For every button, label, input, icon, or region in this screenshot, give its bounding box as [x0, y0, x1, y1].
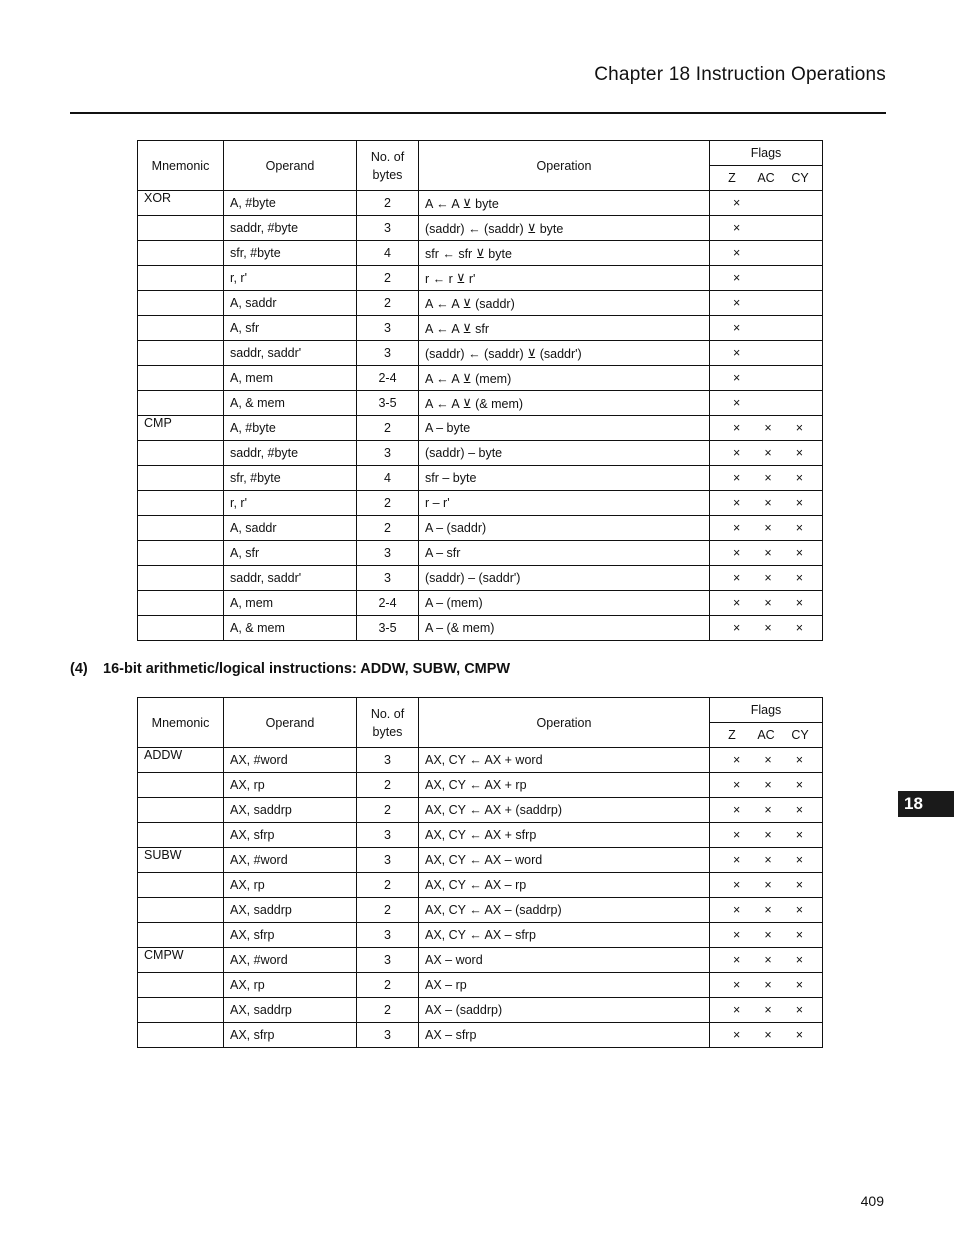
operand-cell: AX, saddrp	[224, 798, 357, 823]
flag-cy-value: ×	[795, 596, 804, 610]
flag-ac-value	[753, 371, 783, 385]
bytes-cell: 2	[357, 873, 419, 898]
flag-z-value: ×	[732, 446, 741, 460]
header-flag-columns	[710, 723, 823, 748]
bytes-cell: 3	[357, 848, 419, 873]
flag-ac-value: ×	[764, 778, 772, 792]
page-header-title: Chapter 18 Instruction Operations	[594, 64, 886, 85]
flag-cy-value: ×	[795, 546, 804, 560]
flag-cy-value: ×	[795, 978, 804, 992]
bytes-cell: 2	[357, 973, 419, 998]
operation-cell: AX – sfrp	[419, 1023, 710, 1048]
operand-cell: AX, sfrp	[224, 923, 357, 948]
flag-ac-value: ×	[764, 521, 772, 535]
operand-cell: A, & mem	[224, 616, 357, 641]
table-row	[138, 898, 823, 923]
header-operand: Operand	[224, 698, 357, 748]
mnemonic-cell	[138, 998, 224, 1023]
page-number: 409	[860, 1193, 884, 1209]
bytes-cell: 3	[357, 341, 419, 366]
flag-ac-value: ×	[764, 546, 772, 560]
operation-cell: r – r'	[419, 491, 710, 516]
operation-cell: A ← A ⊻ (& mem)	[419, 391, 710, 416]
header-flag-z: Z	[728, 728, 736, 742]
header-flag-cy: CY	[791, 171, 809, 185]
operation-cell: AX – word	[419, 948, 710, 973]
flag-cy-value	[783, 246, 816, 260]
flag-z-value: ×	[732, 296, 741, 310]
table-row	[138, 391, 823, 416]
table-row	[138, 923, 823, 948]
mnemonic-cell	[138, 341, 224, 366]
operand-cell: A, mem	[224, 591, 357, 616]
table-row	[138, 316, 823, 341]
table-row	[138, 541, 823, 566]
mnemonic-cell: CMP	[138, 416, 224, 441]
flag-ac-value	[753, 321, 783, 335]
bytes-cell: 3	[357, 216, 419, 241]
flags-cell	[710, 848, 823, 873]
operation-cell: (saddr) ← (saddr) ⊻ byte	[419, 216, 710, 241]
flag-ac-value: ×	[764, 1003, 772, 1017]
operand-cell: saddr, saddr'	[224, 341, 357, 366]
flag-cy-value	[783, 371, 816, 385]
bytes-cell: 4	[357, 241, 419, 266]
flag-cy-value: ×	[795, 421, 804, 435]
table-row	[138, 998, 823, 1023]
operand-cell: r, r'	[224, 266, 357, 291]
header-mnemonic: Mnemonic	[138, 141, 224, 191]
flag-z-value: ×	[732, 521, 741, 535]
flag-ac-value: ×	[764, 753, 772, 767]
bytes-cell: 2	[357, 998, 419, 1023]
header-operation: Operation	[419, 141, 710, 191]
flag-z-value: ×	[732, 1028, 741, 1042]
chapter-tab-marker: 18	[898, 791, 954, 817]
header-flag-columns	[710, 166, 823, 191]
table-row	[138, 366, 823, 391]
bytes-cell: 3-5	[357, 616, 419, 641]
flags-cell	[710, 1023, 823, 1048]
flags-cell	[710, 923, 823, 948]
operation-cell: (saddr) ← (saddr) ⊻ (saddr')	[419, 341, 710, 366]
flags-cell	[710, 191, 823, 216]
operand-cell: AX, #word	[224, 948, 357, 973]
operation-cell: A ← A ⊻ (mem)	[419, 366, 710, 391]
bytes-cell: 2	[357, 491, 419, 516]
flag-z-value: ×	[732, 878, 741, 892]
flags-cell	[710, 541, 823, 566]
mnemonic-cell	[138, 391, 224, 416]
bytes-cell: 2	[357, 798, 419, 823]
flag-z-value: ×	[732, 596, 741, 610]
mnemonic-cell	[138, 541, 224, 566]
flags-cell	[710, 266, 823, 291]
flag-ac-value: ×	[764, 571, 772, 585]
flag-z-value: ×	[732, 496, 741, 510]
flag-cy-value: ×	[795, 446, 804, 460]
flag-cy-value: ×	[795, 753, 804, 767]
header-operation: Operation	[419, 698, 710, 748]
table-row	[138, 291, 823, 316]
flags-cell	[710, 516, 823, 541]
flag-cy-value	[783, 296, 816, 310]
flag-cy-value: ×	[795, 621, 804, 635]
header-operand: Operand	[224, 141, 357, 191]
flag-z-value: ×	[732, 1003, 741, 1017]
flags-cell	[710, 366, 823, 391]
flags-cell	[710, 973, 823, 998]
mnemonic-cell	[138, 241, 224, 266]
mnemonic-cell	[138, 798, 224, 823]
flag-z-value: ×	[732, 778, 741, 792]
operation-cell: AX, CY ← AX + sfrp	[419, 823, 710, 848]
flag-z-value: ×	[732, 978, 741, 992]
flag-z-value: ×	[732, 903, 741, 917]
mnemonic-cell	[138, 923, 224, 948]
mnemonic-cell: ADDW	[138, 748, 224, 773]
flag-cy-value: ×	[795, 878, 804, 892]
flag-cy-value	[783, 221, 816, 235]
bytes-cell: 4	[357, 466, 419, 491]
flags-cell	[710, 823, 823, 848]
flag-cy-value: ×	[795, 828, 804, 842]
bytes-cell: 3	[357, 441, 419, 466]
flag-cy-value: ×	[795, 903, 804, 917]
mnemonic-cell	[138, 898, 224, 923]
flags-cell	[710, 391, 823, 416]
operand-cell: AX, rp	[224, 873, 357, 898]
flag-z-value: ×	[732, 753, 741, 767]
operation-cell: AX, CY ← AX – sfrp	[419, 923, 710, 948]
flags-cell	[710, 591, 823, 616]
flag-z-value: ×	[732, 803, 741, 817]
flags-cell	[710, 491, 823, 516]
table-row	[138, 416, 823, 441]
operation-cell: AX, CY ← AX – (saddrp)	[419, 898, 710, 923]
flag-ac-value: ×	[764, 471, 772, 485]
flag-ac-value	[753, 196, 783, 210]
flag-z-value: ×	[732, 196, 741, 210]
mnemonic-cell: CMPW	[138, 948, 224, 973]
section-title: 16-bit arithmetic/logical instructions: ADDW, SUBW, CMPW	[103, 661, 511, 677]
bytes-cell: 3-5	[357, 391, 419, 416]
operand-cell: saddr, #byte	[224, 216, 357, 241]
xor-cmp-instruction-table	[137, 140, 823, 641]
bytes-cell: 2	[357, 191, 419, 216]
header-flags: Flags	[710, 698, 823, 723]
flags-cell	[710, 798, 823, 823]
flag-ac-value	[753, 396, 783, 410]
table-row	[138, 823, 823, 848]
flag-cy-value: ×	[795, 928, 804, 942]
flag-cy-value	[783, 271, 816, 285]
flag-cy-value	[783, 346, 816, 360]
mnemonic-cell	[138, 1023, 224, 1048]
flag-z-value: ×	[732, 346, 741, 360]
flags-cell	[710, 216, 823, 241]
operand-cell: AX, sfrp	[224, 1023, 357, 1048]
flag-z-value: ×	[732, 221, 741, 235]
table-row	[138, 848, 823, 873]
flag-cy-value: ×	[795, 496, 804, 510]
flag-ac-value: ×	[764, 878, 772, 892]
flag-z-value: ×	[732, 321, 741, 335]
operation-cell: (saddr) – (saddr')	[419, 566, 710, 591]
mnemonic-cell	[138, 773, 224, 798]
flag-ac-value: ×	[764, 903, 772, 917]
mnemonic-cell	[138, 291, 224, 316]
flag-z-value: ×	[732, 271, 741, 285]
flags-cell	[710, 998, 823, 1023]
bytes-cell: 3	[357, 566, 419, 591]
table-row	[138, 948, 823, 973]
flag-ac-value: ×	[764, 446, 772, 460]
flag-cy-value: ×	[795, 853, 804, 867]
flag-cy-value: ×	[795, 471, 804, 485]
flags-cell	[710, 566, 823, 591]
operand-cell: A, saddr	[224, 516, 357, 541]
table-row	[138, 191, 823, 216]
operand-cell: AX, #word	[224, 748, 357, 773]
operand-cell: AX, rp	[224, 773, 357, 798]
bytes-cell: 3	[357, 823, 419, 848]
flag-cy-value: ×	[795, 803, 804, 817]
operation-cell: (saddr) – byte	[419, 441, 710, 466]
flag-ac-value: ×	[764, 828, 772, 842]
table-row	[138, 773, 823, 798]
bytes-cell: 2-4	[357, 591, 419, 616]
operation-cell: sfr – byte	[419, 466, 710, 491]
table-row	[138, 341, 823, 366]
table-row	[138, 591, 823, 616]
operation-cell: AX – rp	[419, 973, 710, 998]
flags-cell	[710, 873, 823, 898]
operand-cell: sfr, #byte	[224, 241, 357, 266]
header-flag-ac: AC	[757, 171, 775, 185]
flag-z-value: ×	[732, 571, 741, 585]
operand-cell: A, sfr	[224, 316, 357, 341]
flags-cell	[710, 898, 823, 923]
flags-cell	[710, 241, 823, 266]
mnemonic-cell	[138, 466, 224, 491]
operation-cell: AX, CY ← AX – word	[419, 848, 710, 873]
bytes-cell: 3	[357, 316, 419, 341]
flag-z-value: ×	[732, 396, 741, 410]
bytes-cell: 2	[357, 773, 419, 798]
table-row	[138, 616, 823, 641]
flag-ac-value: ×	[764, 928, 772, 942]
bytes-cell: 2	[357, 266, 419, 291]
header-rule	[70, 112, 886, 114]
table-row	[138, 241, 823, 266]
flag-z-value: ×	[732, 928, 741, 942]
flag-ac-value: ×	[764, 421, 772, 435]
mnemonic-cell	[138, 366, 224, 391]
flags-cell	[710, 316, 823, 341]
flag-ac-value	[753, 296, 783, 310]
operand-cell: sfr, #byte	[224, 466, 357, 491]
flag-z-value: ×	[732, 621, 741, 635]
flag-z-value: ×	[732, 853, 741, 867]
table-row	[138, 748, 823, 773]
flag-cy-value: ×	[795, 1028, 804, 1042]
operand-cell: A, & mem	[224, 391, 357, 416]
operand-cell: AX, sfrp	[224, 823, 357, 848]
flag-cy-value	[783, 396, 816, 410]
header-flag-z: Z	[728, 171, 736, 185]
bytes-cell: 2	[357, 516, 419, 541]
flag-ac-value	[753, 246, 783, 260]
header-flag-ac: AC	[757, 728, 775, 742]
table-row	[138, 441, 823, 466]
operation-cell: r ← r ⊻ r'	[419, 266, 710, 291]
table-row	[138, 566, 823, 591]
operation-cell: A – (mem)	[419, 591, 710, 616]
flag-cy-value: ×	[795, 953, 804, 967]
flag-ac-value: ×	[764, 496, 772, 510]
operation-cell: AX, CY ← AX + (saddrp)	[419, 798, 710, 823]
flags-cell	[710, 616, 823, 641]
section-number: (4)	[70, 661, 88, 677]
bytes-cell: 3	[357, 541, 419, 566]
header-mnemonic: Mnemonic	[138, 698, 224, 748]
bytes-cell: 2	[357, 416, 419, 441]
flag-ac-value: ×	[764, 853, 772, 867]
mnemonic-cell: XOR	[138, 191, 224, 216]
mnemonic-cell	[138, 516, 224, 541]
mnemonic-cell	[138, 441, 224, 466]
mnemonic-cell	[138, 823, 224, 848]
bytes-cell: 3	[357, 923, 419, 948]
operand-cell: A, saddr	[224, 291, 357, 316]
operand-cell: AX, rp	[224, 973, 357, 998]
flags-cell	[710, 466, 823, 491]
section-heading	[70, 661, 510, 677]
flag-ac-value: ×	[764, 953, 772, 967]
operation-cell: AX – (saddrp)	[419, 998, 710, 1023]
operation-cell: A – sfr	[419, 541, 710, 566]
bytes-cell: 2	[357, 291, 419, 316]
flag-z-value: ×	[732, 471, 741, 485]
mnemonic-cell	[138, 616, 224, 641]
operand-cell: saddr, saddr'	[224, 566, 357, 591]
flag-ac-value: ×	[764, 803, 772, 817]
operand-cell: r, r'	[224, 491, 357, 516]
flag-cy-value: ×	[795, 571, 804, 585]
operation-cell: sfr ← sfr ⊻ byte	[419, 241, 710, 266]
operand-cell: AX, #word	[224, 848, 357, 873]
table-row	[138, 216, 823, 241]
flags-cell	[710, 773, 823, 798]
operand-cell: A, #byte	[224, 416, 357, 441]
header-flags: Flags	[710, 141, 823, 166]
operation-cell: AX, CY ← AX + rp	[419, 773, 710, 798]
bytes-cell: 2	[357, 898, 419, 923]
operation-cell: A ← A ⊻ sfr	[419, 316, 710, 341]
flag-ac-value	[753, 221, 783, 235]
operand-cell: AX, saddrp	[224, 898, 357, 923]
flag-ac-value: ×	[764, 978, 772, 992]
bytes-cell: 3	[357, 1023, 419, 1048]
operation-cell: A – byte	[419, 416, 710, 441]
flag-ac-value	[753, 271, 783, 285]
mnemonic-cell	[138, 266, 224, 291]
mnemonic-cell	[138, 873, 224, 898]
table-row	[138, 798, 823, 823]
header-bytes: No. of bytes	[357, 698, 419, 748]
operand-cell: A, #byte	[224, 191, 357, 216]
table-row	[138, 516, 823, 541]
operation-cell: AX, CY ← AX + word	[419, 748, 710, 773]
mnemonic-cell	[138, 566, 224, 591]
bytes-cell: 2-4	[357, 366, 419, 391]
table-row	[138, 1023, 823, 1048]
flag-cy-value	[783, 321, 816, 335]
mnemonic-cell	[138, 316, 224, 341]
flags-cell	[710, 948, 823, 973]
operation-cell: A ← A ⊻ (saddr)	[419, 291, 710, 316]
flags-cell	[710, 748, 823, 773]
flag-cy-value: ×	[795, 1003, 804, 1017]
flag-cy-value: ×	[795, 778, 804, 792]
header-bytes: No. of bytes	[357, 141, 419, 191]
mnemonic-cell	[138, 216, 224, 241]
mnemonic-cell: SUBW	[138, 848, 224, 873]
operation-cell: AX, CY ← AX – rp	[419, 873, 710, 898]
flags-cell	[710, 441, 823, 466]
table-row	[138, 873, 823, 898]
addw-subw-cmpw-instruction-table	[137, 697, 823, 1048]
table-row	[138, 466, 823, 491]
bytes-cell: 3	[357, 948, 419, 973]
operand-cell: A, mem	[224, 366, 357, 391]
bytes-cell: 3	[357, 748, 419, 773]
flag-z-value: ×	[732, 421, 741, 435]
flag-z-value: ×	[732, 371, 741, 385]
table-row	[138, 266, 823, 291]
mnemonic-cell	[138, 591, 224, 616]
flag-ac-value	[753, 346, 783, 360]
flag-z-value: ×	[732, 828, 741, 842]
operand-cell: AX, saddrp	[224, 998, 357, 1023]
flags-cell	[710, 416, 823, 441]
flag-cy-value: ×	[795, 521, 804, 535]
flags-cell	[710, 341, 823, 366]
flag-ac-value: ×	[764, 621, 772, 635]
operation-cell: A ← A ⊻ byte	[419, 191, 710, 216]
operand-cell: A, sfr	[224, 541, 357, 566]
mnemonic-cell	[138, 491, 224, 516]
operation-cell: A – (& mem)	[419, 616, 710, 641]
flag-z-value: ×	[732, 953, 741, 967]
header-flag-cy: CY	[791, 728, 809, 742]
flag-ac-value: ×	[764, 596, 772, 610]
mnemonic-cell	[138, 973, 224, 998]
operation-cell: A – (saddr)	[419, 516, 710, 541]
operand-cell: saddr, #byte	[224, 441, 357, 466]
flag-cy-value	[783, 196, 816, 210]
flags-cell	[710, 291, 823, 316]
table-row	[138, 973, 823, 998]
table-row	[138, 491, 823, 516]
flag-ac-value: ×	[764, 1028, 772, 1042]
flag-z-value: ×	[732, 546, 741, 560]
flag-z-value: ×	[732, 246, 741, 260]
